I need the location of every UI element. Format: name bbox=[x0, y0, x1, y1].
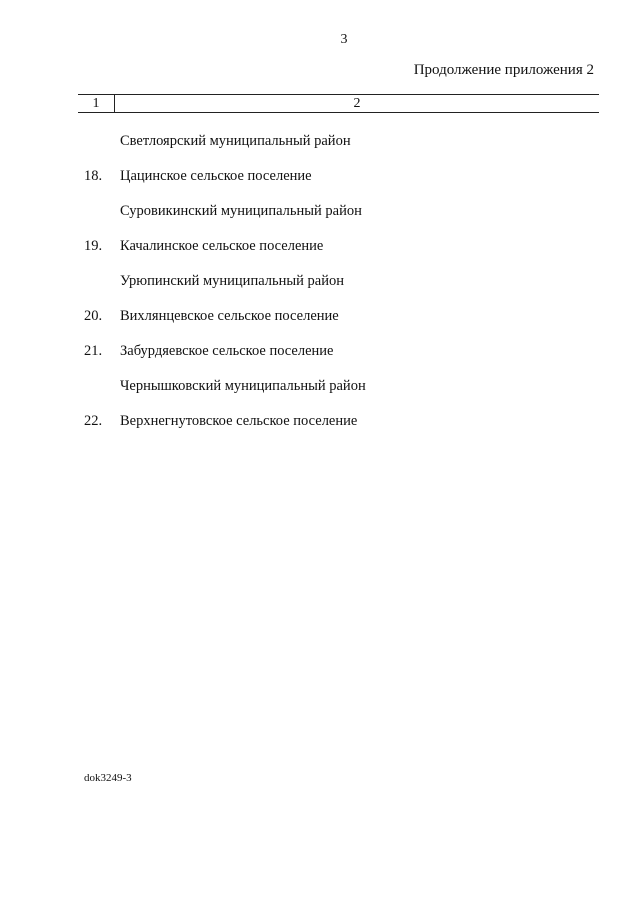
entry-text: Урюпинский муниципальный район bbox=[120, 273, 344, 289]
list-item bbox=[84, 236, 604, 271]
list-item bbox=[84, 271, 604, 306]
entry-text: Светлоярский муниципальный район bbox=[120, 133, 351, 149]
entry-text: Верхнегнутовское сельское поселение bbox=[120, 413, 358, 429]
list-item bbox=[84, 411, 604, 446]
list-item bbox=[84, 201, 604, 236]
entry-number: 18. bbox=[84, 168, 103, 184]
entry-text: Вихлянцевское сельское поселение bbox=[120, 308, 339, 324]
list-item bbox=[84, 341, 604, 376]
table-header bbox=[78, 94, 599, 113]
entry-number: 21. bbox=[84, 343, 103, 359]
entry-text: Суровикинский муниципальный район bbox=[120, 203, 362, 219]
entry-number: 20. bbox=[84, 308, 103, 324]
page-number: 3 bbox=[340, 32, 348, 47]
table-header-col1: 1 bbox=[92, 96, 100, 111]
document-id: dok3249-3 bbox=[84, 772, 132, 784]
entry-list bbox=[84, 131, 604, 446]
list-item bbox=[84, 376, 604, 411]
entry-text: Чернышковский муниципальный район bbox=[120, 378, 366, 394]
list-item bbox=[84, 131, 604, 166]
continuation-label: Продолжение приложения 2 bbox=[413, 62, 594, 78]
entry-text: Качалинское сельское поселение bbox=[120, 238, 324, 254]
entry-text: Забурдяевское сельское поселение bbox=[120, 343, 334, 359]
entry-number: 19. bbox=[84, 238, 103, 254]
entry-number: 22. bbox=[84, 413, 103, 429]
list-item bbox=[84, 166, 604, 201]
entry-text: Цацинское сельское поселение bbox=[120, 168, 312, 184]
table-header-col2: 2 bbox=[353, 96, 361, 111]
list-item bbox=[84, 306, 604, 341]
